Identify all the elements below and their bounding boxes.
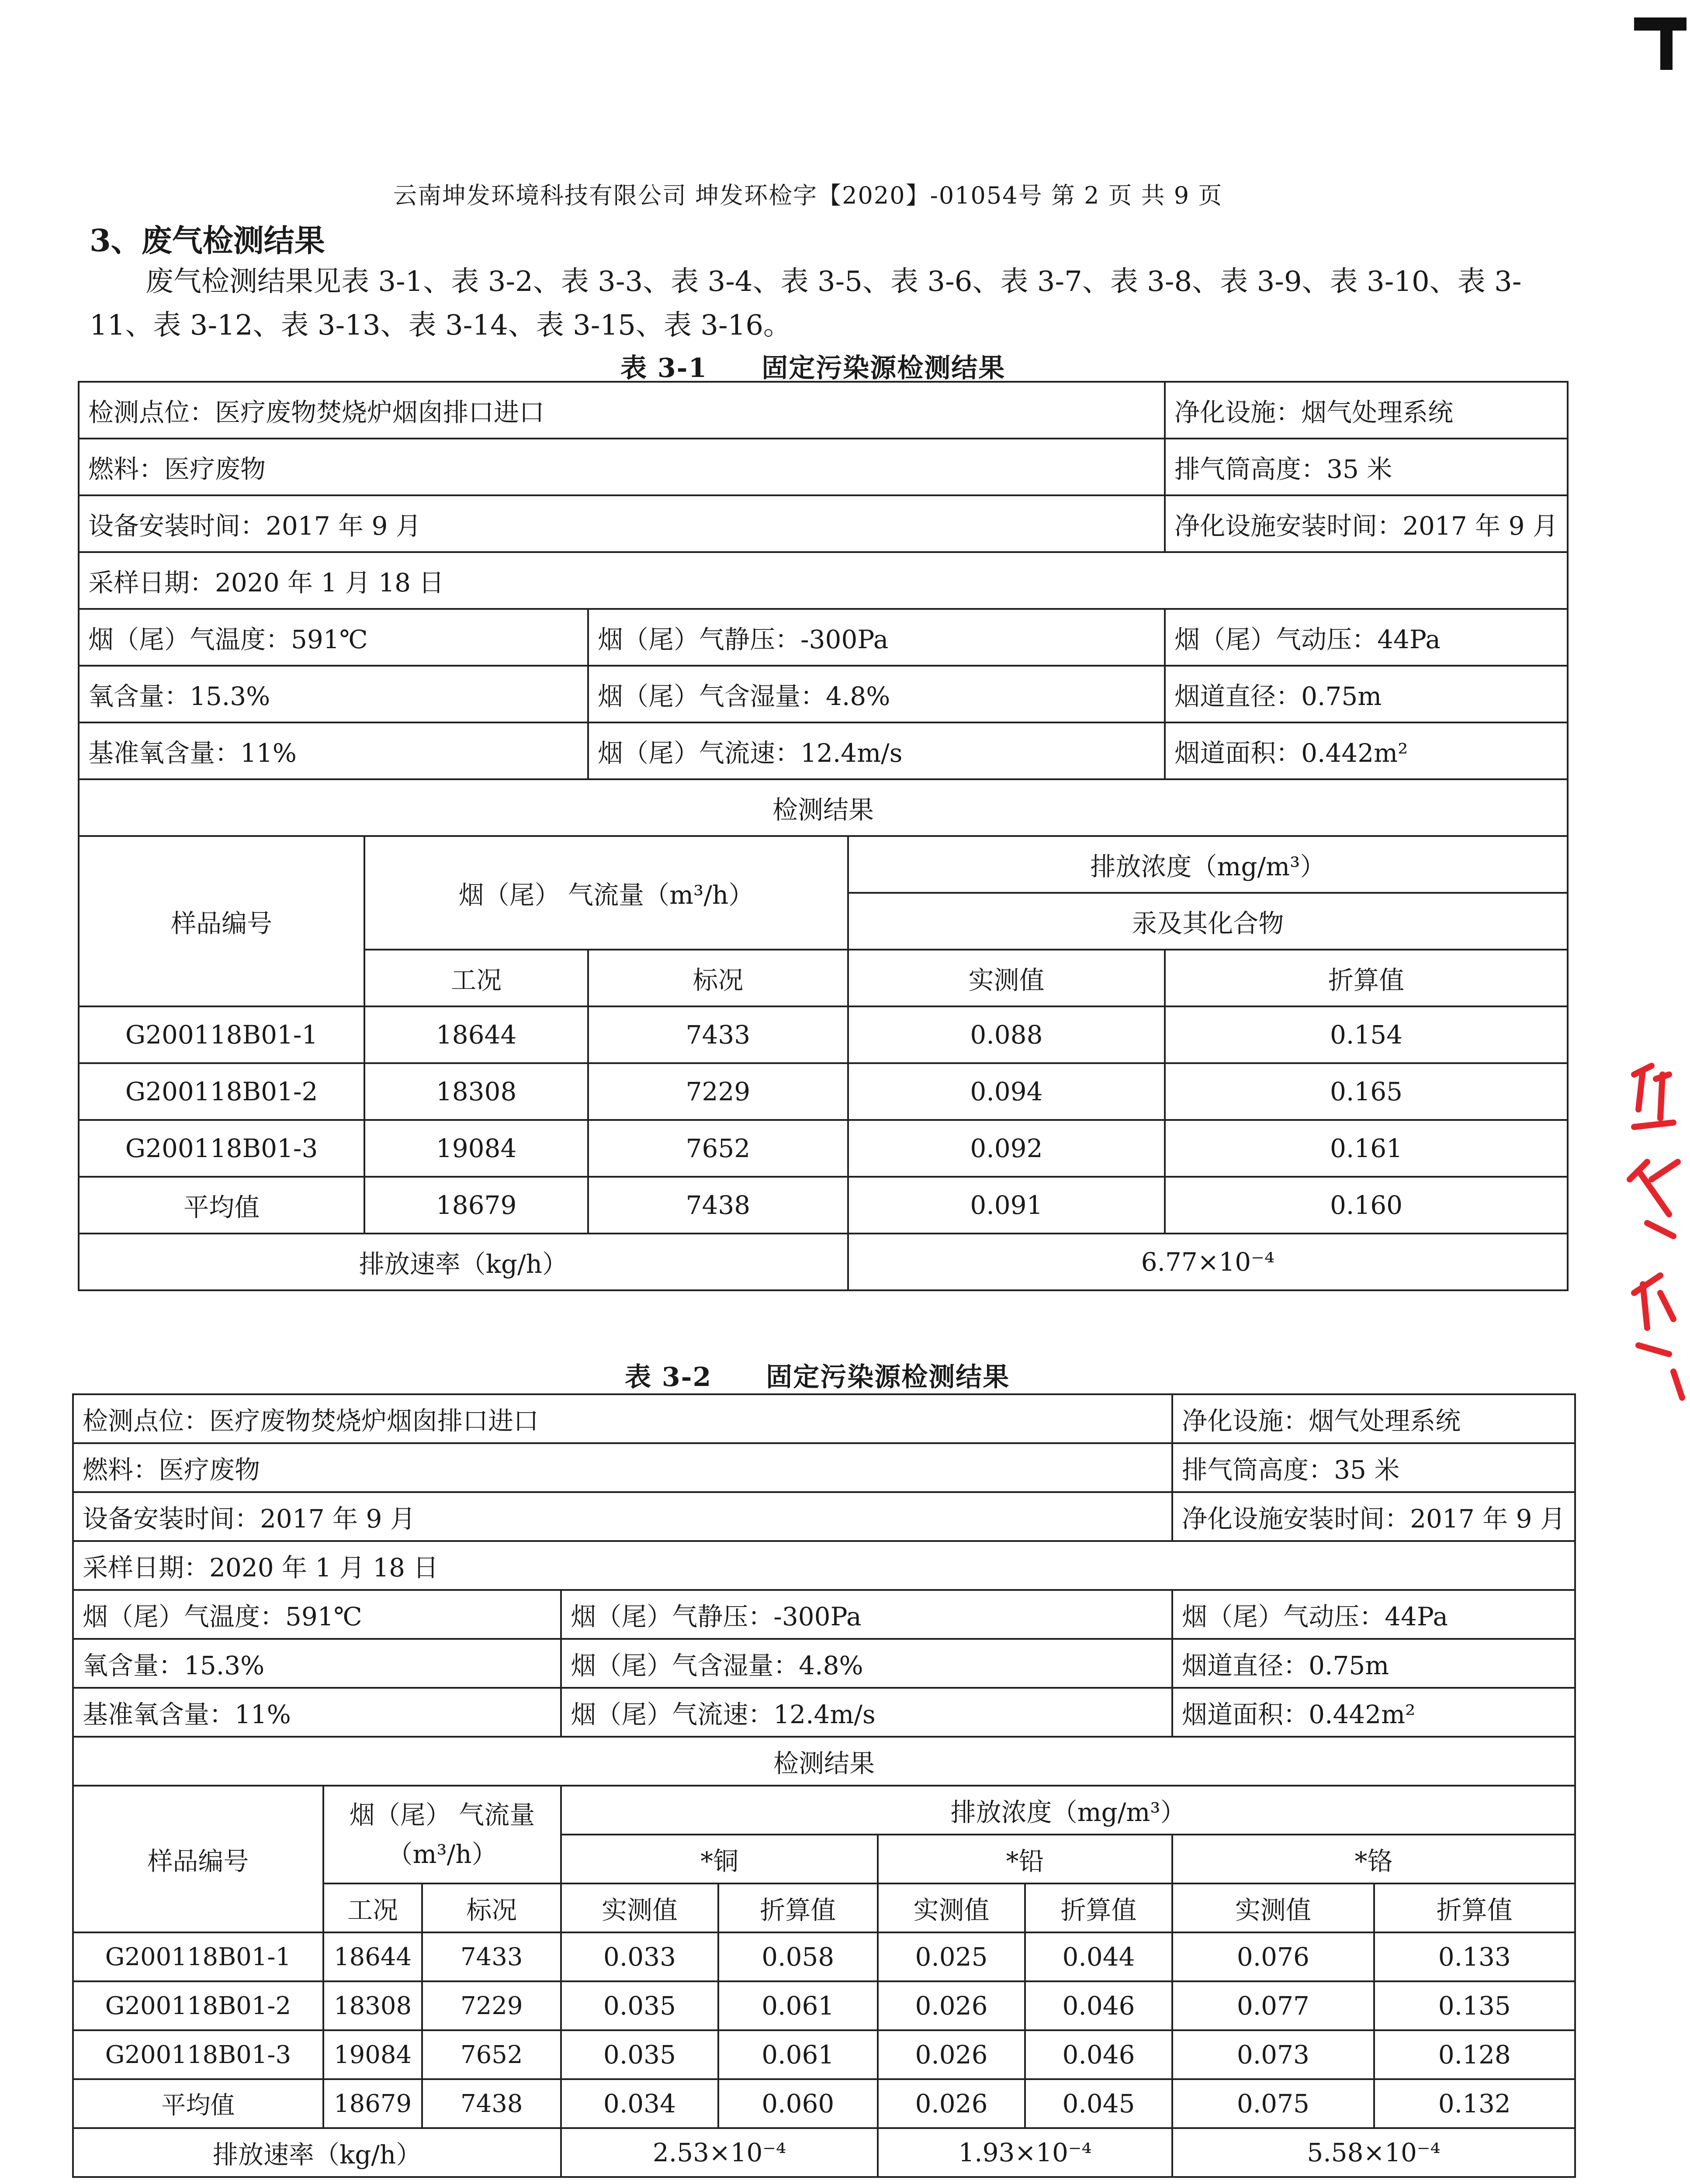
sample-id: G200118B01-1 (73, 1932, 323, 1981)
info-install-time: 设备安装时间：2017 年 9 月 (79, 495, 1165, 552)
table-3-2 (72, 1393, 1576, 2178)
rate-label: 排放速率（kg/h） (79, 1234, 848, 1290)
lead-converted: 0.046 (1025, 2030, 1172, 2079)
copper-rate: 2.53×10⁻⁴ (561, 2128, 878, 2177)
copper-converted: 0.058 (718, 1932, 878, 1981)
converted-value: 0.165 (1165, 1063, 1568, 1120)
flow-standard: 7229 (588, 1063, 848, 1120)
info-install-time: 设备安装时间：2017 年 9 月 (73, 1492, 1172, 1541)
info-dynamic-pressure: 烟（尾）气动压：44Pa (1165, 609, 1568, 666)
info-velocity: 烟（尾）气流速：12.4m/s (588, 722, 1165, 779)
copper-converted: 0.061 (718, 1981, 878, 2030)
table2-caption: 表 3-2 固定污染源检测结果 (625, 1362, 1010, 1393)
measured-value: 0.091 (848, 1177, 1165, 1234)
sample-no-header: 样品编号 (73, 1786, 323, 1932)
results-header: 检测结果 (79, 779, 1568, 836)
info-humidity: 烟（尾）气含湿量：4.8% (588, 666, 1165, 722)
chromium-measured: 0.073 (1172, 2030, 1374, 2079)
page-header: 云南坤发环境科技有限公司 坤发环检字【2020】-01054号 第 2 页 共 9 页 (393, 182, 1223, 209)
converted-header: 折算值 (1374, 1883, 1575, 1932)
table-row (73, 2030, 1575, 2079)
info-purifier-install-time: 净化设施安装时间：2017 年 9 月 (1165, 495, 1568, 552)
chromium-measured: 0.077 (1172, 1981, 1374, 2030)
rate-label: 排放速率（kg/h） (73, 2128, 561, 2177)
info-ref-oxygen: 基准氧含量：11% (73, 1688, 561, 1737)
sample-id: 平均值 (73, 2079, 323, 2128)
flow-header: 烟（尾） 气流量（m³/h） (364, 836, 848, 950)
table-row (79, 1006, 1568, 1063)
red-seal-fragment (1621, 1048, 1687, 1406)
converted-header: 折算值 (718, 1883, 878, 1932)
copper-measured: 0.035 (561, 2030, 718, 2079)
copper-measured: 0.034 (561, 2079, 718, 2128)
flow-working: 18679 (323, 2079, 422, 2128)
converted-value: 0.154 (1165, 1006, 1568, 1063)
info-velocity: 烟（尾）气流速：12.4m/s (561, 1688, 1172, 1737)
converted-value: 0.160 (1165, 1177, 1568, 1234)
info-ref-oxygen: 基准氧含量：11% (79, 722, 588, 779)
info-oxygen: 氧含量：15.3% (73, 1639, 561, 1688)
info-point: 检测点位：医疗废物焚烧炉烟囱排口进口 (79, 382, 1165, 439)
flow-standard: 7652 (588, 1120, 848, 1177)
info-static-pressure: 烟（尾）气静压：-300Pa (588, 609, 1165, 666)
sample-id: G200118B01-2 (79, 1063, 364, 1120)
table-row (79, 1120, 1568, 1177)
lead-measured: 0.026 (878, 1981, 1025, 2030)
sample-id: G200118B01-3 (73, 2030, 323, 2079)
info-dynamic-pressure: 烟（尾）气动压：44Pa (1172, 1590, 1575, 1639)
info-purifier: 净化设施：烟气处理系统 (1165, 382, 1568, 439)
table-row (79, 1177, 1568, 1234)
lead-converted: 0.045 (1025, 2079, 1172, 2128)
pollutant-lead-header: *铅 (878, 1835, 1172, 1883)
sample-id: G200118B01-2 (73, 1981, 323, 2030)
scan-edge-mark (1660, 17, 1673, 70)
results-header: 检测结果 (73, 1737, 1575, 1786)
flow-standard: 7438 (588, 1177, 848, 1234)
flow-working: 18308 (323, 1981, 422, 2030)
pollutant-header: 汞及其化合物 (848, 893, 1568, 950)
info-flue-diameter: 烟道直径：0.75m (1165, 666, 1568, 722)
chromium-converted: 0.128 (1374, 2030, 1575, 2079)
table-row (73, 2079, 1575, 2128)
sample-id: 平均值 (79, 1177, 364, 1234)
copper-measured: 0.033 (561, 1932, 718, 1981)
measured-value: 0.094 (848, 1063, 1165, 1120)
flow-standard: 7438 (422, 2079, 561, 2128)
table1-caption: 表 3-1 固定污染源检测结果 (620, 353, 1006, 384)
info-sample-date: 采样日期：2020 年 1 月 18 日 (79, 552, 1568, 609)
emission-conc-header: 排放浓度（mg/m³） (848, 836, 1568, 893)
flow-standard: 7433 (588, 1006, 848, 1063)
info-sample-date: 采样日期：2020 年 1 月 18 日 (73, 1541, 1575, 1590)
measured-header: 实测值 (878, 1883, 1025, 1932)
flow-standard: 7652 (422, 2030, 561, 2079)
flow-working: 19084 (364, 1120, 588, 1177)
info-gas-temp: 烟（尾）气温度：591℃ (79, 609, 588, 666)
info-purifier: 净化设施：烟气处理系统 (1172, 1394, 1575, 1443)
lead-measured: 0.026 (878, 2079, 1025, 2128)
flow-working: 18679 (364, 1177, 588, 1234)
converted-value: 0.161 (1165, 1120, 1568, 1177)
flow-working: 19084 (323, 2030, 422, 2079)
info-humidity: 烟（尾）气含湿量：4.8% (561, 1639, 1172, 1688)
lead-measured: 0.025 (878, 1932, 1025, 1981)
standard-header: 标况 (588, 950, 848, 1006)
info-fuel: 燃料：医疗废物 (79, 439, 1165, 495)
sample-id: G200118B01-1 (79, 1006, 364, 1063)
info-gas-temp: 烟（尾）气温度：591℃ (73, 1590, 561, 1639)
lead-converted: 0.046 (1025, 1981, 1172, 2030)
measured-value: 0.088 (848, 1006, 1165, 1063)
lead-rate: 1.93×10⁻⁴ (878, 2128, 1172, 2177)
section-title: 3、废气检测结果 (90, 222, 325, 259)
info-flue-diameter: 烟道直径：0.75m (1172, 1639, 1575, 1688)
chromium-measured: 0.075 (1172, 2079, 1374, 2128)
info-oxygen: 氧含量：15.3% (79, 666, 588, 722)
pollutant-chromium-header: *铬 (1172, 1835, 1575, 1883)
chromium-converted: 0.132 (1374, 2079, 1575, 2128)
working-header: 工况 (323, 1883, 422, 1932)
info-flue-area: 烟道面积：0.442m² (1172, 1688, 1575, 1737)
chromium-measured: 0.076 (1172, 1932, 1374, 1981)
rate-value: 6.77×10⁻⁴ (848, 1234, 1568, 1290)
info-stack-height: 排气筒高度：35 米 (1165, 439, 1568, 495)
table-3-1 (78, 381, 1569, 1291)
converted-header: 折算值 (1025, 1883, 1172, 1932)
info-purifier-install-time: 净化设施安装时间：2017 年 9 月 (1172, 1492, 1575, 1541)
info-flue-area: 烟道面积：0.442m² (1165, 722, 1568, 779)
standard-header: 标况 (422, 1883, 561, 1932)
measured-header: 实测值 (1172, 1883, 1374, 1932)
lead-converted: 0.044 (1025, 1932, 1172, 1981)
info-stack-height: 排气筒高度：35 米 (1172, 1443, 1575, 1492)
intro-paragraph: 废气检测结果见表 3-1、表 3-2、表 3-3、表 3-4、表 3-5、表 3-6、表 3-7、表 3-8、表 3-9、表 3-10、表 3-11、表 3-12、表 3-13、表 3-14、表 3-15、表 3-16。 (90, 266, 1522, 342)
table-row (73, 1932, 1575, 1981)
flow-working: 18644 (364, 1006, 588, 1063)
info-fuel: 燃料：医疗废物 (73, 1443, 1172, 1492)
table-row (79, 1063, 1568, 1120)
measured-header: 实测值 (848, 950, 1165, 1006)
sample-id: G200118B01-3 (79, 1120, 364, 1177)
copper-converted: 0.060 (718, 2079, 878, 2128)
converted-header: 折算值 (1165, 950, 1568, 1006)
flow-header: 烟（尾） 气流量（m³/h） (323, 1786, 561, 1883)
working-header: 工况 (364, 950, 588, 1006)
lead-measured: 0.026 (878, 2030, 1025, 2079)
emission-conc-header: 排放浓度（mg/m³） (561, 1786, 1575, 1835)
table-row (73, 1981, 1575, 2030)
info-point: 检测点位：医疗废物焚烧炉烟囱排口进口 (73, 1394, 1172, 1443)
measured-header: 实测值 (561, 1883, 718, 1932)
info-static-pressure: 烟（尾）气静压：-300Pa (561, 1590, 1172, 1639)
chromium-converted: 0.135 (1374, 1981, 1575, 2030)
flow-working: 18308 (364, 1063, 588, 1120)
sample-no-header: 样品编号 (79, 836, 364, 1006)
measured-value: 0.092 (848, 1120, 1165, 1177)
flow-working: 18644 (323, 1932, 422, 1981)
flow-standard: 7229 (422, 1981, 561, 2030)
copper-measured: 0.035 (561, 1981, 718, 2030)
flow-standard: 7433 (422, 1932, 561, 1981)
pollutant-copper-header: *铜 (561, 1835, 878, 1883)
chromium-rate: 5.58×10⁻⁴ (1172, 2128, 1575, 2177)
chromium-converted: 0.133 (1374, 1932, 1575, 1981)
copper-converted: 0.061 (718, 2030, 878, 2079)
